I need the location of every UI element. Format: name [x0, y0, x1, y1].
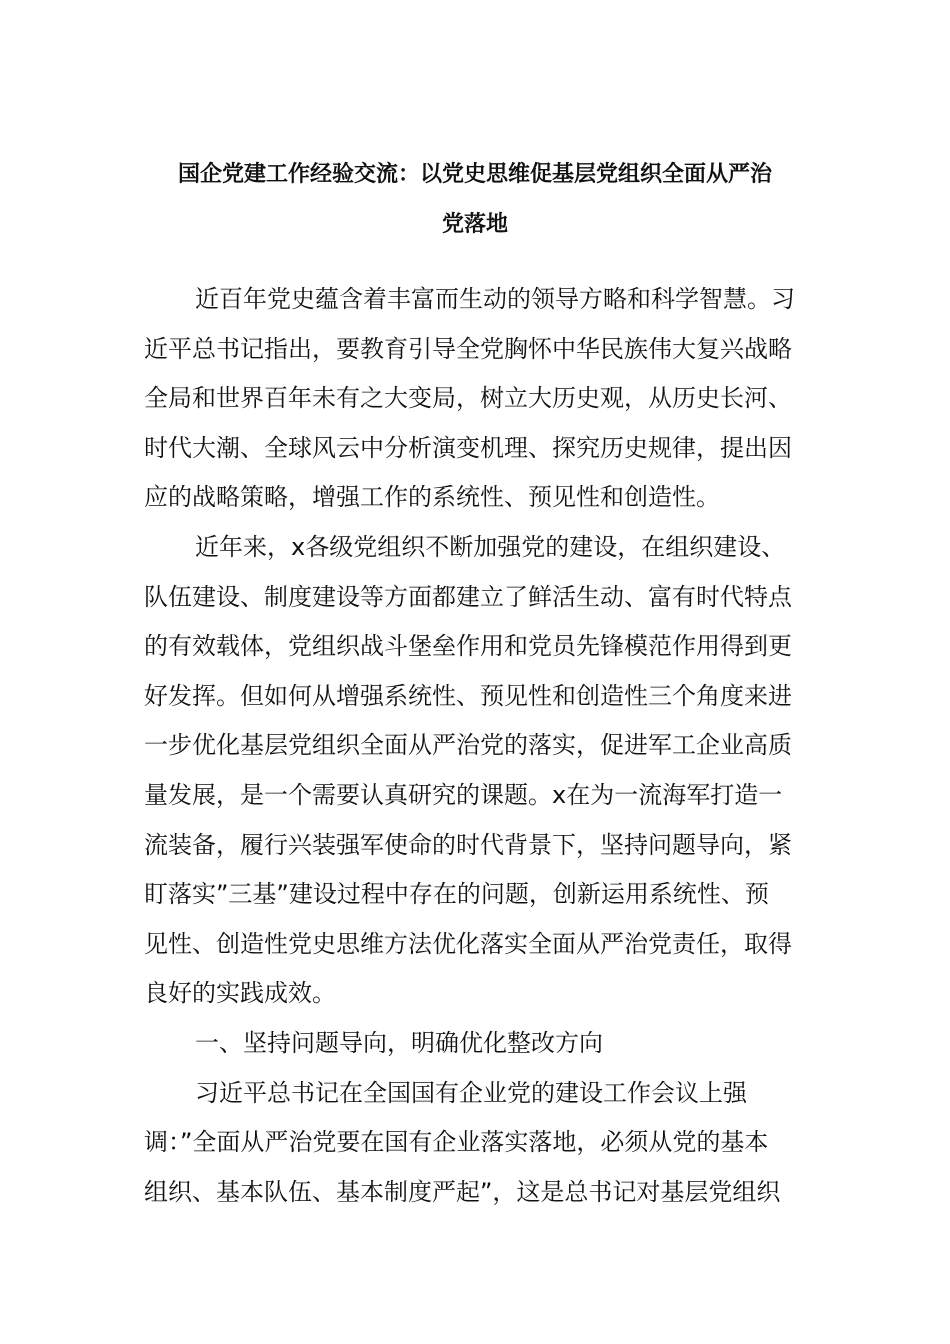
- paragraph-2-line-5: 一步优化基层党组织全面从严治党的落实，促进军工企业高质: [144, 731, 792, 759]
- paragraph-3-line-2: 调：”全面从严治党要在国有企业落实落地，必须从党的基本: [144, 1128, 769, 1156]
- paragraph-2-line-7: 流装备，履行兴装强军使命的时代背景下，坚持问题导向，紧: [144, 831, 792, 859]
- paragraph-2-line-2: 队伍建设、制度建设等方面都建立了鲜活生动、富有时代特点: [144, 583, 792, 611]
- paragraph-3-line-1: 习近平总书记在全国国有企业党的建设工作会议上强: [195, 1079, 747, 1107]
- paragraph-1-line-3: 全局和世界百年未有之大变局，树立大历史观，从历史长河、: [144, 384, 792, 412]
- paragraph-2-line-10: 良好的实践成效。: [144, 979, 336, 1007]
- document-title-line-2: 党落地: [441, 212, 508, 237]
- paragraph-1-line-5: 应的战略策略，增强工作的系统性、预见性和创造性。: [144, 483, 720, 511]
- section-heading-1: 一、坚持问题导向，明确优化整改方向: [195, 1029, 603, 1057]
- paragraph-2-line-6: 量发展，是一个需要认真研究的课题。x在为一流海军打造一: [144, 781, 783, 809]
- document-title-line-1: 国企党建工作经验交流：以党史思维促基层党组织全面从严治: [177, 162, 772, 187]
- paragraph-1-line-2: 近平总书记指出，要教育引导全党胸怀中华民族伟大复兴战略: [144, 335, 792, 363]
- paragraph-2-line-8: 盯落实”三基”建设过程中存在的问题，创新运用系统性、预: [144, 880, 769, 908]
- paragraph-2-line-1: 近年来，x各级党组织不断加强党的建设，在组织建设、: [195, 533, 786, 561]
- paragraph-1-line-1: 近百年党史蕴含着丰富而生动的领导方略和科学智慧。习: [195, 285, 795, 313]
- paragraph-3-line-3: 组织、基本队伍、基本制度严起”，这是总书记对基层党组织: [144, 1178, 781, 1206]
- paragraph-2-line-9: 见性、创造性党史思维方法优化落实全面从严治党责任，取得: [144, 930, 792, 958]
- paragraph-1-line-4: 时代大潮、全球风云中分析演变机理、探究历史规律，提出因: [144, 434, 792, 462]
- paragraph-2-line-4: 好发挥。但如何从增强系统性、预见性和创造性三个角度来进: [144, 682, 792, 710]
- paragraph-2-line-3: 的有效载体，党组织战斗堡垒作用和党员先锋模范作用得到更: [144, 632, 792, 660]
